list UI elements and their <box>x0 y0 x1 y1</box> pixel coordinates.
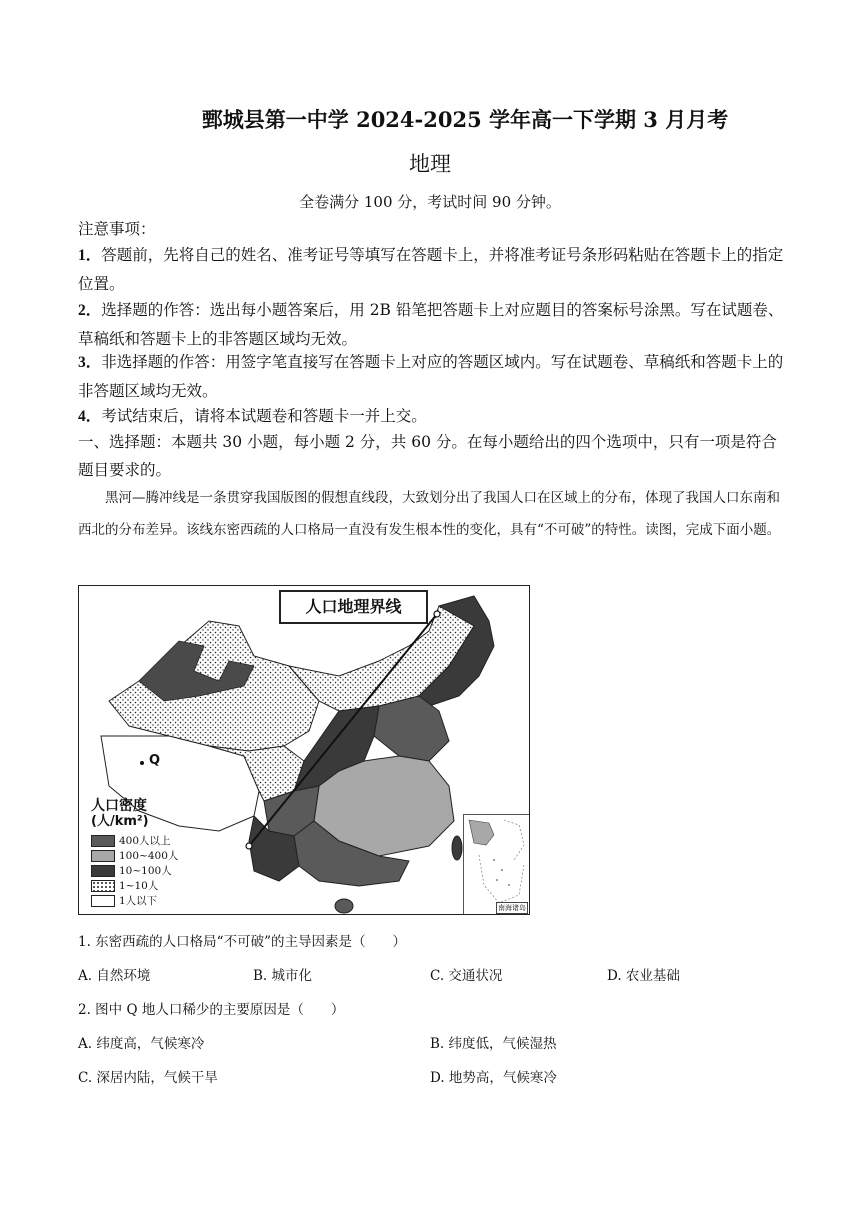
q2-option-a: A. 纬度高，气候寒冷 <box>78 1036 205 1052</box>
map-legend <box>91 798 178 908</box>
point-q-label: Q <box>149 753 161 768</box>
q1-option-b: B. 城市化 <box>253 968 313 984</box>
point-q-marker <box>140 761 144 765</box>
q1-option-c: C. 交通状况 <box>430 968 503 984</box>
legend-item <box>91 833 178 848</box>
tengchong-point <box>246 843 252 849</box>
legend-item <box>91 863 178 878</box>
notice-num: 3． <box>78 354 102 371</box>
notice-text: 考试结束后，请将本试题卷和答题卡一并上交。 <box>101 407 427 425</box>
notice-item-1 <box>78 241 788 298</box>
south-china-sea-inset <box>463 814 530 915</box>
notice-num: 2． <box>78 302 102 319</box>
legend-item <box>91 848 178 863</box>
q2-option-b: B. 纬度低，气候湿热 <box>430 1036 557 1052</box>
region-hainan <box>335 899 353 913</box>
notice-item-4 <box>78 402 788 431</box>
legend-swatch <box>91 865 115 877</box>
legend-title: 人口密度 <box>91 798 147 814</box>
q2-option-c: C. 深居内陆，气候干旱 <box>78 1070 218 1086</box>
exam-meta: 全卷满分 100 分，考试时间 90 分钟。 <box>299 193 561 211</box>
section-heading: 一、选择题：本题共 30 小题，每小题 2 分，共 60 分。在每小题给出的四个选项中，只有一项是符合题目要求的。 <box>78 433 777 479</box>
legend-item <box>91 893 178 908</box>
notice-heading: 注意事项： <box>78 220 156 238</box>
q1-option-a: A. 自然环境 <box>78 968 151 984</box>
notice-item-3 <box>78 348 788 405</box>
legend-unit: (人/km²) <box>91 814 149 829</box>
legend-label: 10~100人 <box>119 865 172 877</box>
question-2-stem: 2. 图中 Q 地人口稀少的主要原因是（ ） <box>78 1002 345 1018</box>
population-map <box>78 585 530 915</box>
legend-swatch <box>91 895 115 907</box>
legend-label: 400人以上 <box>119 835 171 847</box>
question-1-stem: 1. 东密西疏的人口格局“不可破”的主导因素是（ ） <box>78 934 406 950</box>
exam-title: 鄄城县第一中学 2024-2025 学年高一下学期 3 月月考 <box>201 107 729 132</box>
legend-item <box>91 878 178 893</box>
q1-option-d: D. 农业基础 <box>607 968 680 984</box>
region-north-china <box>374 696 449 761</box>
inset-map <box>464 815 530 915</box>
notice-num: 1． <box>78 247 102 264</box>
notice-num: 4． <box>78 408 102 425</box>
notice-text: 选择题的作答：选出每小题答案后，用 2B 铅笔把答题卡上对应题目的答案标号涂黑。写在试题卷、草稿纸和答题卡上的非答题区域均无效。 <box>78 301 784 348</box>
legend-label: 100~400人 <box>119 850 179 862</box>
legend-label: 1人以下 <box>119 895 158 907</box>
region-taiwan <box>452 836 462 860</box>
q2-option-d: D. 地势高，气候寒冷 <box>430 1070 557 1086</box>
notice-item-2 <box>78 296 788 353</box>
notice-text: 答题前，先将自己的姓名、准考证号等填写在答题卡上，并将准考证号条形码粘贴在答题卡上的指定位置。 <box>78 246 784 293</box>
legend-swatch <box>91 880 115 892</box>
inset-label: 南海诸岛 <box>498 904 526 912</box>
legend-swatch <box>91 850 115 862</box>
notice-text: 非选择题的作答：用签字笔直接写在答题卡上对应的答题区域内。写在试题卷、草稿纸和答题卡上的非答题区域均无效。 <box>78 353 784 400</box>
legend-swatch <box>91 835 115 847</box>
intro-paragraph: 黑河—腾冲线是一条贯穿我国版图的假想直线段，大致划分出了我国人口在区域上的分布，体现了我国人口东南和西北的分布差异。该线东密西疏的人口格局一直没有发生根本性的变化，具有“不可破”的特性。读图，完成下面小题。 <box>78 490 781 538</box>
legend-label: 1~10人 <box>119 880 159 892</box>
heihe-point <box>434 611 440 617</box>
map-title: 人口地理界线 <box>279 590 428 624</box>
subject-title: 地理 <box>409 152 451 176</box>
